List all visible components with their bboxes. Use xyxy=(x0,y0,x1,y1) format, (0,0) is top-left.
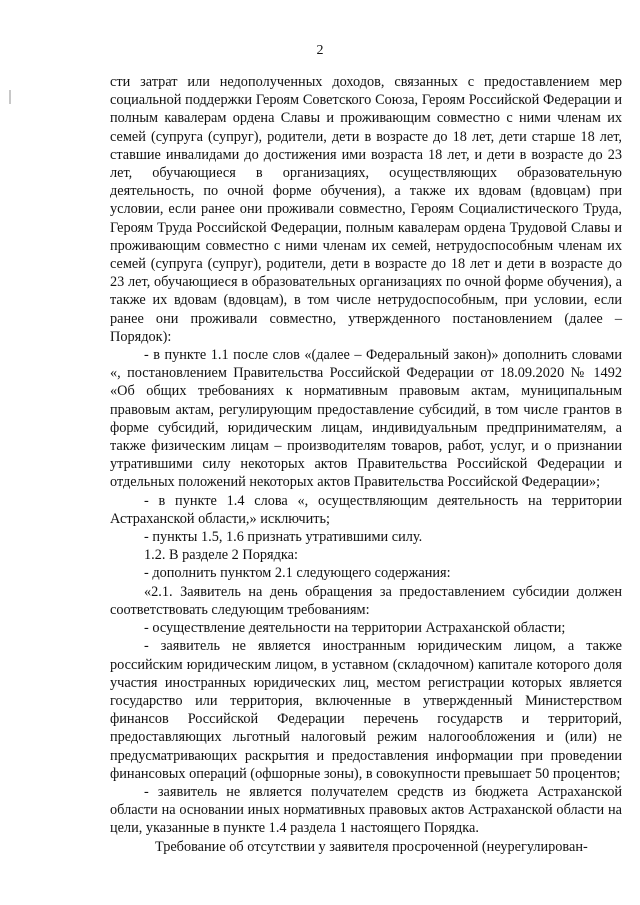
paragraph-item-1-4: - в пункте 1.4 слова «, осуществляющим деятельность на территории Астраханской области,» исключить; xyxy=(110,492,622,527)
paragraph-add-item: - дополнить пунктом 2.1 следующего содержания: xyxy=(144,565,451,582)
paragraph-item-1-1: - в пункте 1.1 после слов «(далее – Федеральный закон)» дополнить словами «, постановлением Правительства Российской Федерации от 18.09.2020 № 1492 «Об общих требованиях к нормативным правовым актам, муниципальным правовым актам, регулирующим предоставление субсидий, в том числе грантов в форме субсидий, юридическим лицам, индивидуальным предпринимателям, а также физическим лицам – производителям товаров, работ, услуг, и о признании утратившими силу некоторых актов Правительства Российской Федерации и отдельных положений некоторых актов Правительства Российской Федерации»; xyxy=(110,347,622,491)
paragraph-section-heading: 1.2. В разделе 2 Порядка: xyxy=(144,547,298,564)
paragraph-items-1-5-1-6: - пункты 1.5, 1.6 признать утратившими силу. xyxy=(144,529,423,546)
paragraph-requirement-debt: Требование об отсутствии у заявителя просроченной (неурегулирован- xyxy=(155,838,588,855)
paragraph-item-2-1: «2.1. Заявитель на день обращения за предоставлением субсидии должен соответствовать следующим требованиям: xyxy=(110,583,622,618)
paragraph-requirement-foreign: - заявитель не является иностранным юридическим лицом, а также российским юридическим лицом, в уставном (складочном) капитале которого доля участия иностранных юридических лиц, местом регистрации которых является государство или территория, включенные в утвержденный Министерством финансов Российской Федерации перечень государств и территорий, предоставляющих льготный налоговый режим налогообложения и (или) не предусматривающих раскрытия и предоставления информации при проведении финансовых операций (офшорные зоны), в совокупности превышает 50 процентов; xyxy=(110,638,622,782)
scan-artifact xyxy=(9,90,11,104)
paragraph-continuation: сти затрат или недополученных доходов, связанных с предоставлением мер социальной поддержки Героям Советского Союза, Героям Российской Федерации и полным кавалерам ордена Славы и проживающим совместно с ними членам их семей (супруга (супруг), родители, дети в возрасте до 18 лет, дети старше 18 лет, ставшие инвалидами до достижения ими возраста 18 лет, и дети в возрасте до 23 лет, обучающиеся в организациях, осуществляющих образовательную деятельность, по очной форме обучения), а также их вдовам (вдовцам) при условии, если ранее они проживали совместно, Героям Социалистического Труда, Героям Труда Российской Федерации, полным кавалерам ордена Трудовой Славы и проживающим совместно с ними членам их семей, нетрудоспособным членам их семей (супруга (супруг), родители, дети в возрасте до 18 лет и дети в возрасте до 23 лет, обучающиеся в образовательных организациях по очной форме обучения), а также их вдовам (вдовцам), в том числе нетрудоспособным, при условии, если ранее они проживали совместно, утвержденного постановлением (далее – Порядок): xyxy=(110,74,622,345)
paragraph-requirement-budget: - заявитель не является получателем средств из бюджета Астраханской области на основании иных нормативных правовых актов Астраханской области на цели, указанные в пункте 1.4 раздела 1 настоящего Порядка. xyxy=(110,783,622,837)
document-body xyxy=(110,73,622,856)
page-number: 2 xyxy=(316,43,324,58)
paragraph-requirement-territory: - осуществление деятельности на территории Астраханской области; xyxy=(144,620,566,637)
